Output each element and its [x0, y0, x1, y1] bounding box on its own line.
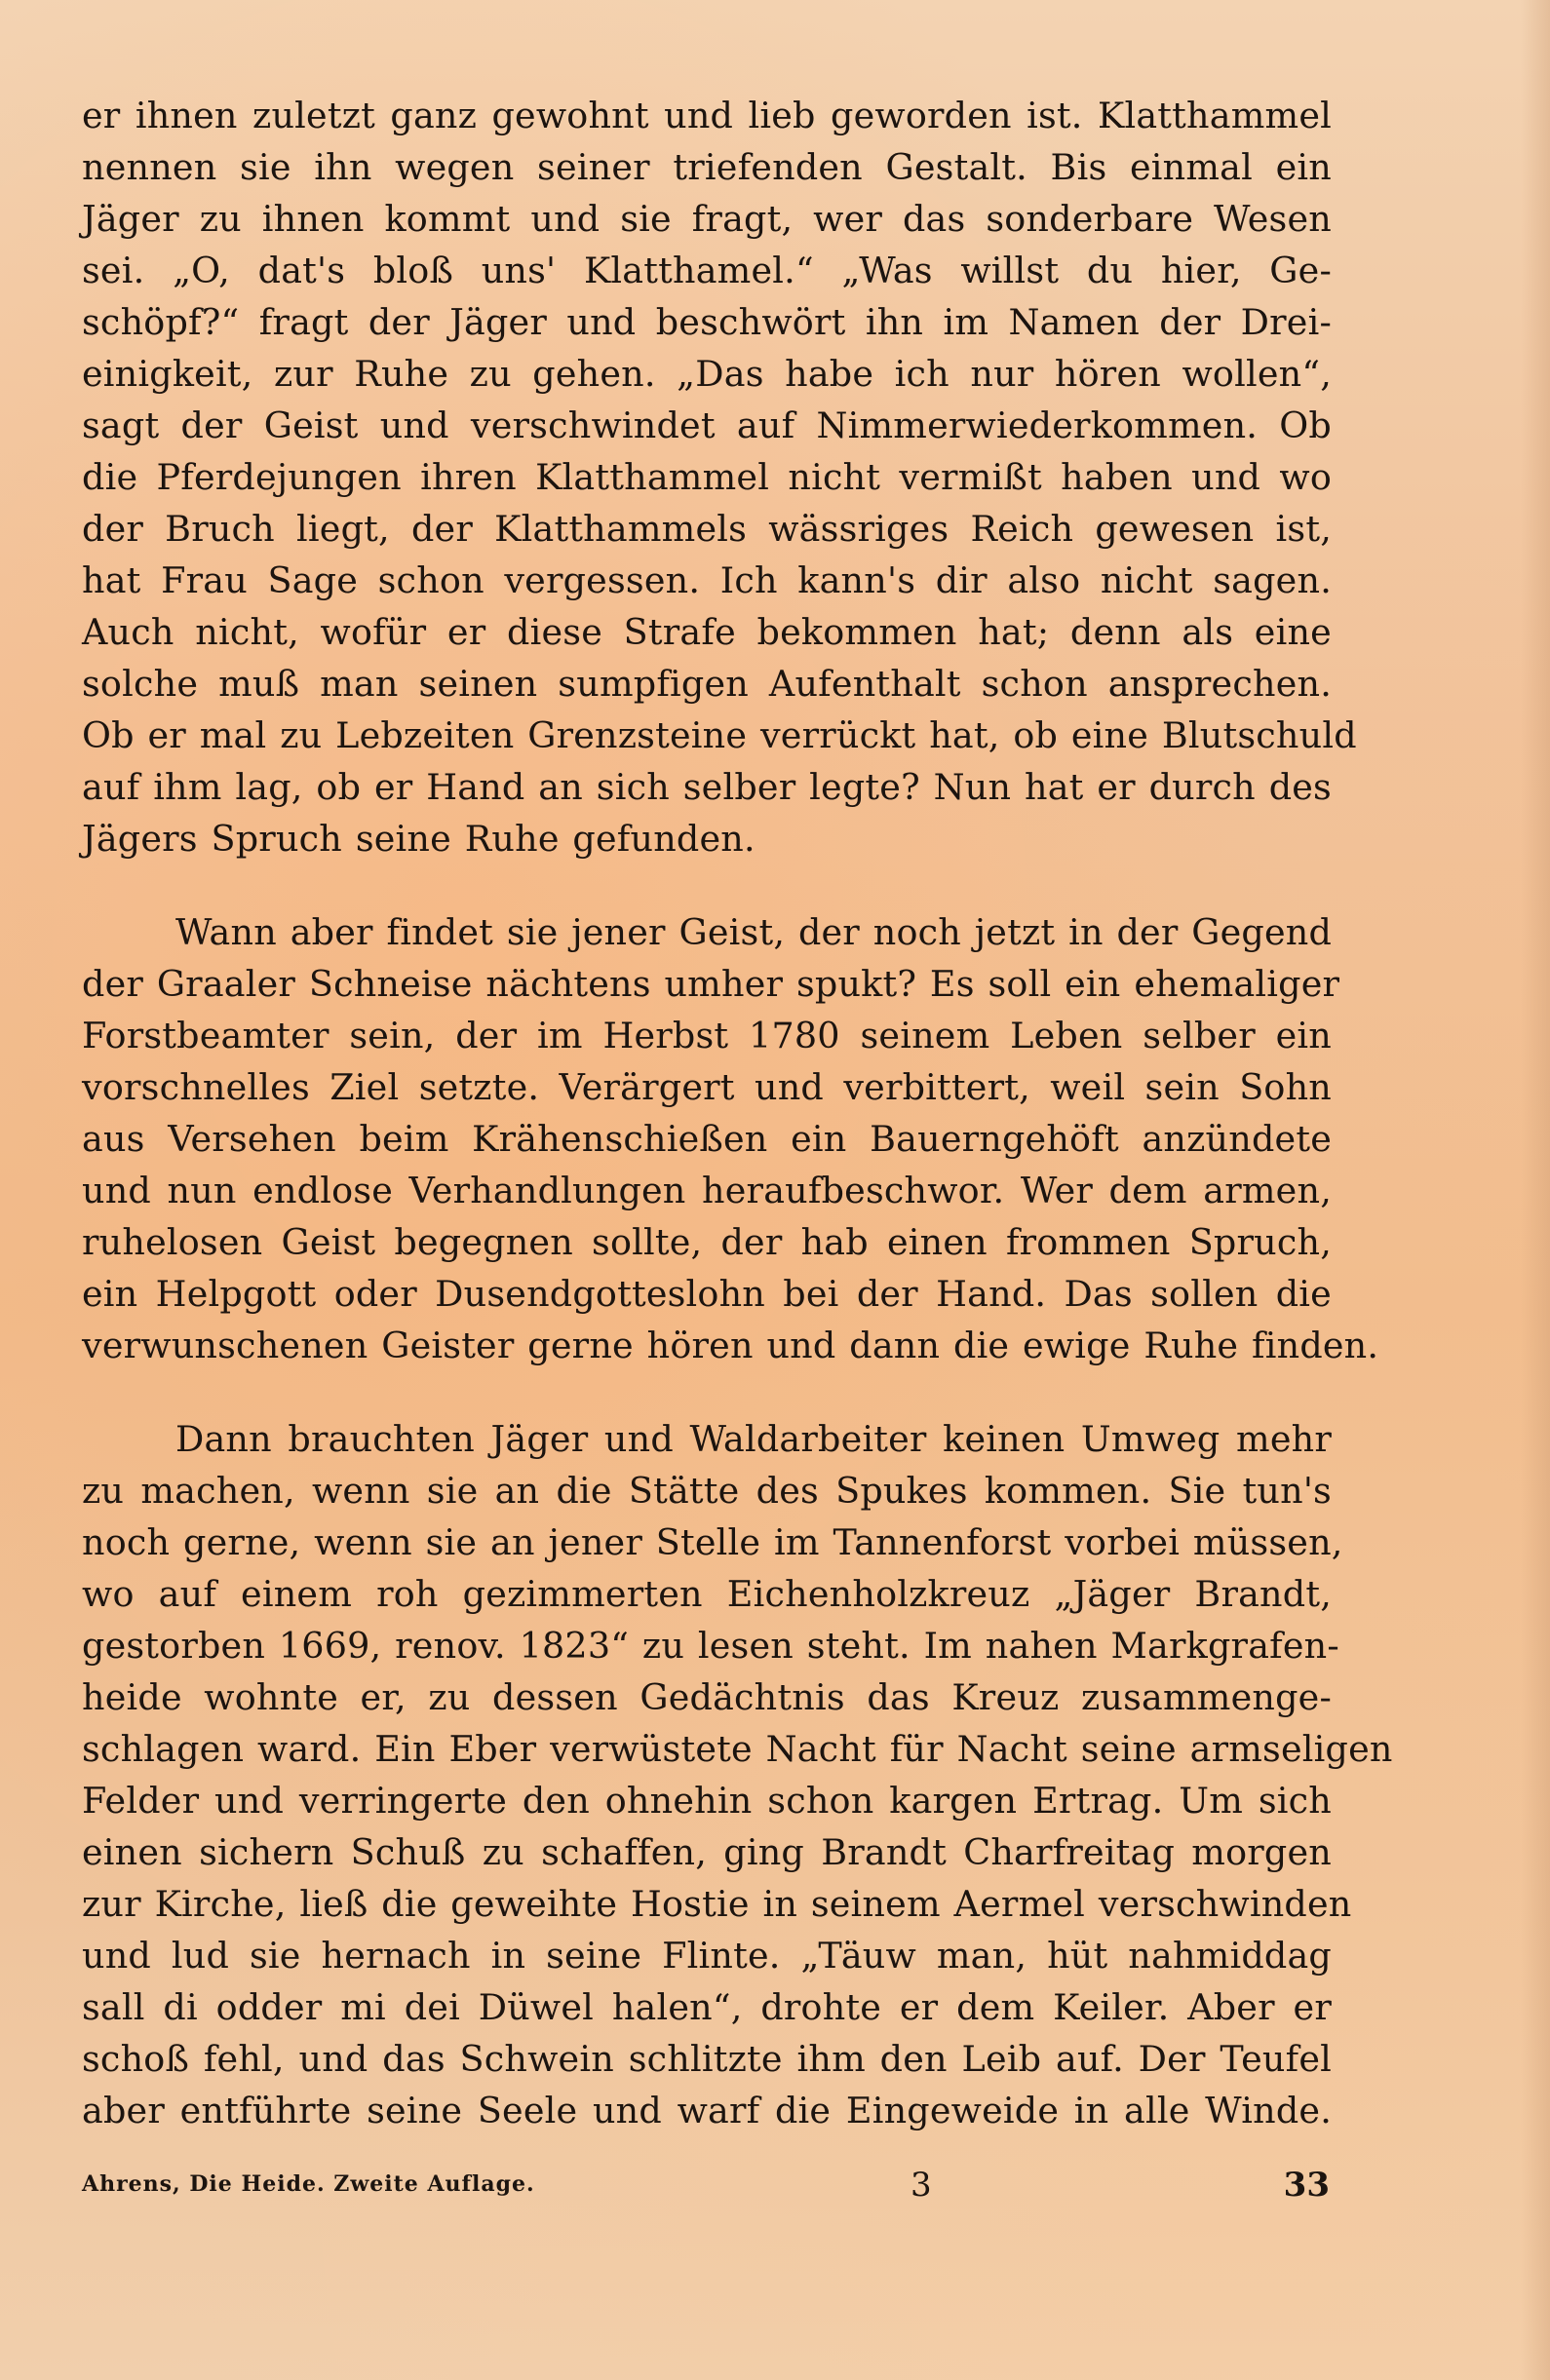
text-line: verwunschenen Geister gerne hören und dann die ewige Ruhe finden.: [82, 1324, 1379, 1366]
text-line: sagt der Geist und verschwindet auf Nimmerwiederkommen. Ob: [82, 404, 1332, 446]
text-line: Wann aber findet sie jener Geist, der noch jetzt in der Gegend: [175, 911, 1333, 953]
text-line: ruhelosen Geist begegnen sollte, der hab einen frommen Spruch,: [82, 1221, 1332, 1263]
paragraph-1: [82, 90, 1357, 864]
text-line: Forstbeamter sein, der im Herbst 1780 seinem Leben selber ein: [82, 1015, 1332, 1056]
text-line: und lud sie hernach in seine Flinte. „Täuw man, hüt nahmiddag: [82, 1935, 1332, 1977]
text-line: der Graaler Schneise nächtens umher spukt? Es soll ein ehemaliger: [82, 963, 1340, 1005]
text-line: Dann brauchten Jäger und Waldarbeiter keinen Umweg mehr: [175, 1418, 1332, 1460]
page-footer: [82, 2164, 1332, 2212]
text-line: zu machen, wenn sie an die Stätte des Spukes kommen. Sie tun's: [82, 1470, 1332, 1512]
text-line: wo auf einem roh gezimmerten Eichenholzkreuz „Jäger Brandt,: [82, 1573, 1332, 1615]
footer-signature: Ahrens, Die Heide. Zweite Auflage.: [82, 2171, 535, 2197]
sheet-number: 3: [911, 2166, 932, 2205]
text-line: einen sichern Schuß zu schaffen, ging Brandt Charfreitag morgen: [82, 1831, 1332, 1873]
text-line: solche muß man seinen sumpfigen Aufenthalt schon ansprechen.: [82, 663, 1332, 705]
text-line: Ob er mal zu Lebzeiten Grenzsteine verrückt hat, ob eine Blutschuld: [82, 714, 1357, 756]
text-line: der Bruch liegt, der Klatthammels wässriges Reich gewesen ist,: [82, 508, 1332, 550]
paragraph-2: [82, 906, 1379, 1371]
text-line: schöpf?“ fragt der Jäger und beschwört ihn im Namen der Drei-: [82, 301, 1332, 343]
text-line: aber entführte seine Seele und warf die Eingeweide in alle Winde.: [82, 2090, 1332, 2131]
page-number: 33: [1283, 2166, 1330, 2205]
paragraph-3: [82, 1413, 1393, 2136]
page-edge-shadow: [1521, 0, 1550, 2380]
body-text: [82, 90, 1393, 2136]
text-line: ein Helpgott oder Dusendgotteslohn bei der Hand. Das sollen die: [82, 1273, 1332, 1315]
text-line: zur Kirche, ließ die geweihte Hostie in seinem Aermel verschwinden: [82, 1883, 1352, 1925]
text-line: Felder und verringerte den ohnehin schon kargen Ertrag. Um sich: [82, 1780, 1332, 1822]
text-line: sall di odder mi dei Düwel halen“, drohte er dem Keiler. Aber er: [82, 1986, 1332, 2028]
text-line: die Pferdejungen ihren Klatthammel nicht vermißt haben und wo: [82, 456, 1332, 498]
text-line: Auch nicht, wofür er diese Strafe bekommen hat; denn als eine: [82, 611, 1332, 653]
text-line: auf ihm lag, ob er Hand an sich selber legte? Nun hat er durch des: [82, 766, 1332, 808]
text-line: aus Versehen beim Krähenschießen ein Bauerngehöft anzündete: [82, 1118, 1332, 1160]
text-line: sei. „O, dat's bloß uns' Klatthamel.“ „Was willst du hier, Ge-: [82, 250, 1332, 291]
text-line: schoß fehl, und das Schwein schlitzte ihm den Leib auf. Der Teufel: [82, 2038, 1332, 2080]
text-line: Jägers Spruch seine Ruhe gefunden.: [82, 818, 756, 860]
text-line: einigkeit, zur Ruhe zu gehen. „Das habe ich nur hören wollen“,: [82, 353, 1332, 395]
text-line: nennen sie ihn wegen seiner triefenden Gestalt. Bis einmal ein: [82, 146, 1332, 188]
text-line: noch gerne, wenn sie an jener Stelle im Tannenforst vorbei müssen,: [82, 1521, 1343, 1563]
text-line: vorschnelles Ziel setzte. Verärgert und verbittert, weil sein Sohn: [82, 1066, 1332, 1108]
text-line: und nun endlose Verhandlungen heraufbeschwor. Wer dem armen,: [82, 1170, 1332, 1211]
text-line: er ihnen zuletzt ganz gewohnt und lieb geworden ist. Klatthammel: [82, 95, 1332, 136]
text-line: schlagen ward. Ein Eber verwüstete Nacht für Nacht seine armseligen: [82, 1728, 1393, 1770]
text-line: Jäger zu ihnen kommt und sie fragt, wer das sonderbare Wesen: [82, 198, 1332, 240]
text-line: heide wohnte er, zu dessen Gedächtnis das Kreuz zusammenge-: [82, 1676, 1332, 1718]
text-line: gestorben 1669, renov. 1823“ zu lesen steht. Im nahen Markgrafen-: [82, 1625, 1339, 1667]
text-line: hat Frau Sage schon vergessen. Ich kann's dir also nicht sagen.: [82, 559, 1332, 601]
